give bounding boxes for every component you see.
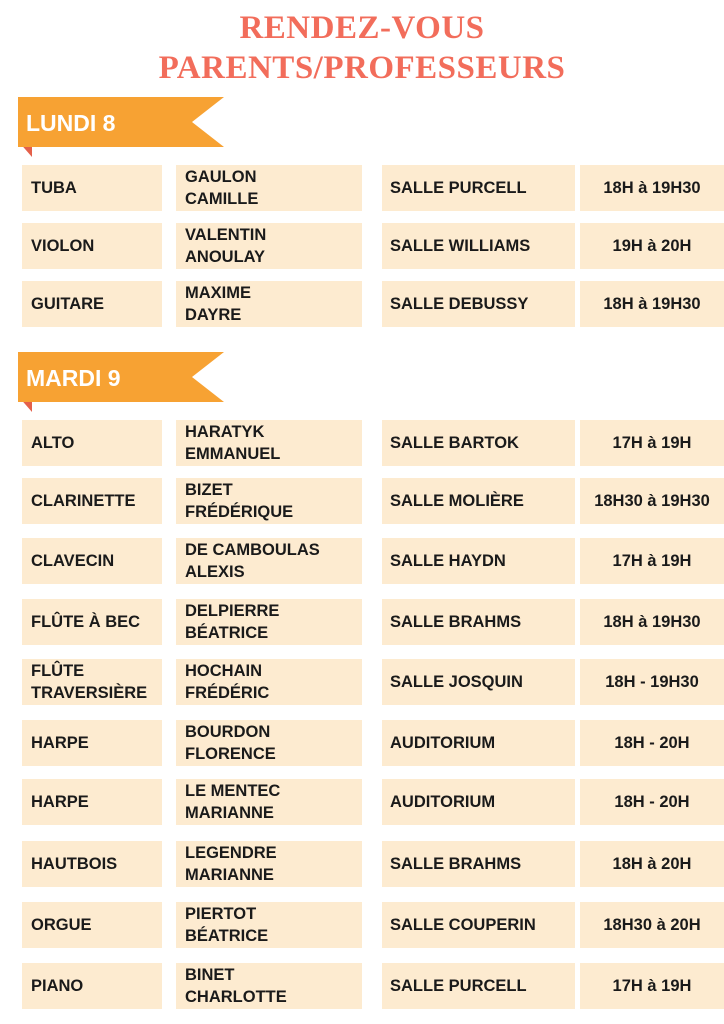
instrument-cell: FLÛTE À BEC (22, 599, 162, 645)
teacher-cell: BIZET FRÉDÉRIQUE (176, 478, 362, 524)
teacher-cell: MAXIME DAYRE (176, 281, 362, 327)
room-cell: SALLE DEBUSSY (382, 281, 575, 327)
room-cell: SALLE PURCELL (382, 963, 575, 1009)
teacher-cell: GAULON CAMILLE (176, 165, 362, 211)
teacher-cell: DE CAMBOULAS ALEXIS (176, 538, 362, 584)
room-cell: SALLE JOSQUIN (382, 659, 575, 705)
time-cell: 18H - 20H (580, 779, 724, 825)
instrument-cell: CLARINETTE (22, 478, 162, 524)
instrument-cell: CLAVECIN (22, 538, 162, 584)
day-label: LUNDI 8 (26, 110, 116, 136)
page-title (0, 8, 724, 88)
room-cell: SALLE COUPERIN (382, 902, 575, 948)
time-cell: 18H30 à 19H30 (580, 478, 724, 524)
teacher-cell: HOCHAIN FRÉDÉRIC (176, 659, 362, 705)
instrument-cell: ALTO (22, 420, 162, 466)
time-cell: 18H à 20H (580, 841, 724, 887)
time-cell: 18H à 19H30 (580, 599, 724, 645)
instrument-cell: VIOLON (22, 223, 162, 269)
time-cell: 18H - 19H30 (580, 659, 724, 705)
room-cell: AUDITORIUM (382, 779, 575, 825)
instrument-cell: HARPE (22, 720, 162, 766)
teacher-cell: BOURDON FLORENCE (176, 720, 362, 766)
instrument-cell: GUITARE (22, 281, 162, 327)
day-label: MARDI 9 (26, 365, 121, 391)
instrument-cell: ORGUE (22, 902, 162, 948)
teacher-cell: VALENTIN ANOULAY (176, 223, 362, 269)
teacher-cell: HARATYK EMMANUEL (176, 420, 362, 466)
teacher-cell: LE MENTEC MARIANNE (176, 779, 362, 825)
teacher-cell: BINET CHARLOTTE (176, 963, 362, 1009)
time-cell: 19H à 20H (580, 223, 724, 269)
title-line-2: PARENTS/PROFESSEURS (158, 50, 566, 86)
room-cell: SALLE HAYDN (382, 538, 575, 584)
day-banner (18, 352, 228, 414)
day-banner (18, 97, 228, 159)
room-cell: SALLE PURCELL (382, 165, 575, 211)
time-cell: 18H - 20H (580, 720, 724, 766)
time-cell: 17H à 19H (580, 538, 724, 584)
room-cell: SALLE BARTOK (382, 420, 575, 466)
room-cell: SALLE BRAHMS (382, 841, 575, 887)
time-cell: 18H30 à 20H (580, 902, 724, 948)
time-cell: 18H à 19H30 (580, 281, 724, 327)
title-line-1: RENDEZ-VOUS (239, 10, 485, 46)
teacher-cell: LEGENDRE MARIANNE (176, 841, 362, 887)
room-cell: AUDITORIUM (382, 720, 575, 766)
instrument-cell: FLÛTE TRAVERSIÈRE (22, 659, 162, 705)
time-cell: 18H à 19H30 (580, 165, 724, 211)
teacher-cell: DELPIERRE BÉATRICE (176, 599, 362, 645)
instrument-cell: PIANO (22, 963, 162, 1009)
teacher-cell: PIERTOT BÉATRICE (176, 902, 362, 948)
time-cell: 17H à 19H (580, 420, 724, 466)
time-cell: 17H à 19H (580, 963, 724, 1009)
instrument-cell: HAUTBOIS (22, 841, 162, 887)
room-cell: SALLE WILLIAMS (382, 223, 575, 269)
room-cell: SALLE MOLIÈRE (382, 478, 575, 524)
instrument-cell: TUBA (22, 165, 162, 211)
instrument-cell: HARPE (22, 779, 162, 825)
room-cell: SALLE BRAHMS (382, 599, 575, 645)
